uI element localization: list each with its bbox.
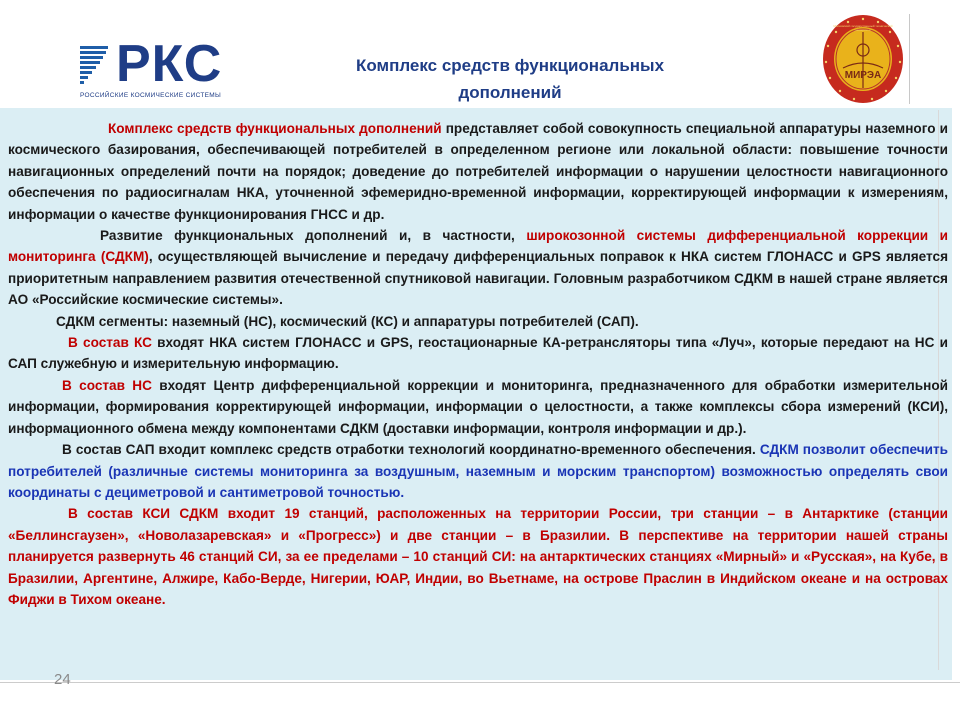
paragraph-1-lead: Комплекс средств функциональных дополнений <box>108 121 442 136</box>
mirea-emblem-ring-text: Московский государственный технический университет <box>833 24 893 32</box>
paragraph-2-a: Развитие функциональных дополнений и, в частности, <box>100 228 527 244</box>
paragraph-5-lead: В состав НС <box>62 377 152 393</box>
page-number: 24 <box>54 671 71 688</box>
paragraph-3 <box>8 311 948 332</box>
paragraph-7-text: В состав КСИ СДКМ входит 19 станций, расположенных на территории России, три станции – в Антарктике (станции «Беллинсгаузен», «Новолазаревская» и «Прогресс») и две станции – в Бразилии. В перспективе на территории нашей страны планируется развернуть 46 станций СИ, за ее пределами – 10 станций СИ: на антарктических станциях «Мирный» и «Русская», на Кубе, в Бразилии, Аргентине, Алжире, Кабо-Верде, Нигерии, ЮАР, Индии, во Вьетнаме, на острове Праслин в Индийском океане и на островах Фиджи в Тихом океане. <box>8 506 948 607</box>
paragraph-4-lead: В состав КС <box>68 335 152 351</box>
mirea-emblem-label: МИРЭА <box>844 70 882 81</box>
paragraph-6 <box>8 439 948 503</box>
paragraph-6-text: В состав САП входит комплекс средств отработки технологий координатно-временного обеспечения. <box>62 442 760 458</box>
header-divider <box>909 14 910 104</box>
paragraph-2-b: широкозонной системы дифференциальной коррекции и мониторинга (СДКМ) <box>8 228 948 265</box>
content-text <box>8 118 948 610</box>
paragraph-7 <box>8 503 948 610</box>
page-title-line2: дополнений <box>458 83 562 102</box>
rks-logo-wordmark: РКС <box>116 35 223 93</box>
paragraph-3-text: СДКМ сегменты: наземный (НС), космический (КС) и аппаратуры потребителей (САП). <box>56 313 639 329</box>
paragraph-6-blue: СДКМ позволит обеспечить потребителей (различные системы мониторинга за воздушным, наземным и морским транспортом) возможностью определять свои координаты с дециметровой и сантиметровой точностью. <box>8 442 949 500</box>
page-title-line1: Комплекс средств функциональных <box>355 56 665 75</box>
paragraph-5 <box>8 375 948 439</box>
mirea-emblem <box>818 10 908 108</box>
paragraph-5-text: входят Центр дифференциальной коррекции и мониторинга, предназначенного для обработки измерительной информации, формирования корректирующей информации, информации о целостности, а также комплексы сбора измерений (КСИ), информационного обмена между компонентами СДКМ (доставки информации, контроля информации и др.). <box>8 377 948 436</box>
paragraph-2-c: , осуществляющей вычисление и передачу дифференциальных поправок к НКА систем ГЛОНАСС и GPS является приоритетным направлением развития отечественной спутниковой навигации. Головным разработчиком СДКМ в нашей стране является АО «Российские космические системы». <box>8 249 948 308</box>
paragraph-1-text: представляет собой совокупность специальной аппаратуры наземного и космического базирования, обеспечивающей потребителей в определенном регионе или локальной области: повышение точности навигационных определений почти на порядок; доведение до потребителей информации о нарушении целостности навигационного обеспечения по радиосигналам НКА, уточненной эфемеридно-временной информации, корректирующей информации к измерениям, информации о качестве функционирования ГНСС и др. <box>8 121 948 222</box>
paragraph-2 <box>8 225 948 311</box>
footer-divider <box>0 682 960 683</box>
rks-logo-subtitle: РОССИЙСКИЕ КОСМИЧЕСКИЕ СИСТЕМЫ <box>80 92 222 99</box>
paragraph-4 <box>8 332 948 375</box>
page-title <box>300 52 720 106</box>
paragraph-1 <box>8 118 948 225</box>
paragraph-4-text: входят НКА систем ГЛОНАСС и GPS, геостационарные КА-ретрансляторы типа «Луч», которые передают на НС и САП служебную и измерительную информацию. <box>8 335 948 372</box>
rks-logo <box>78 35 248 104</box>
